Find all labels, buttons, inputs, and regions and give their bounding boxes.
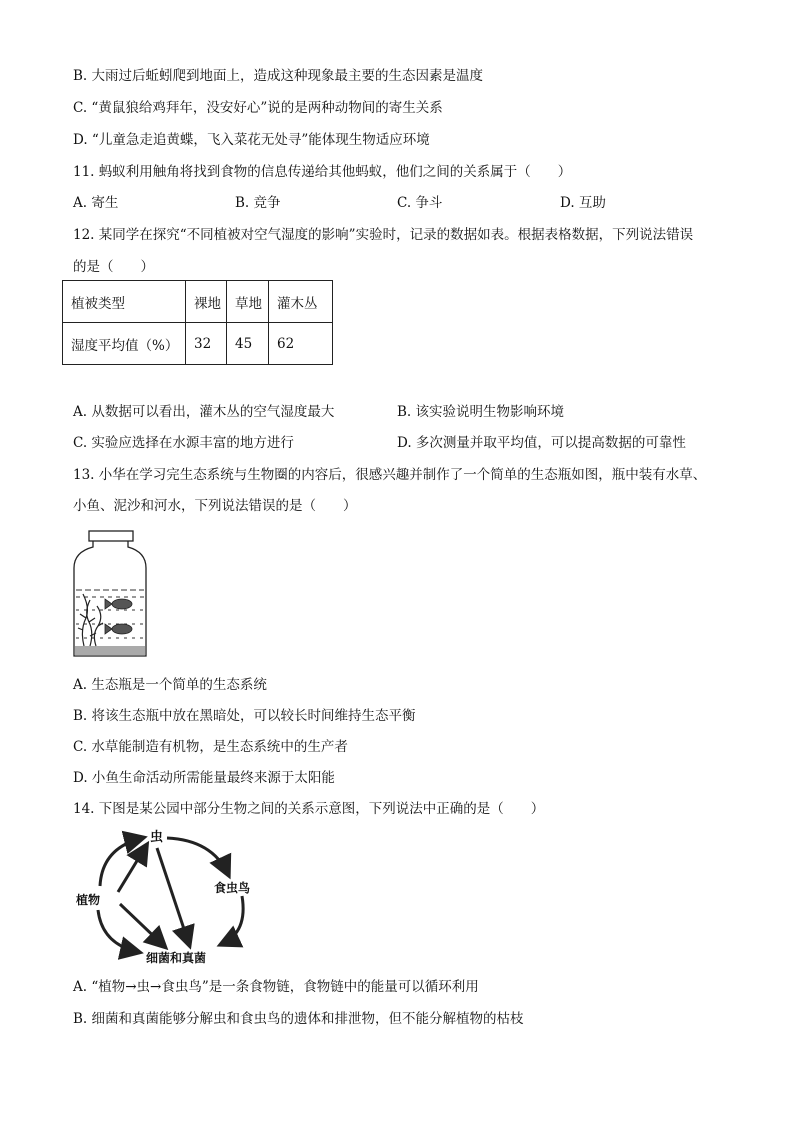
- table-row: [63, 323, 333, 365]
- table-header-cell: 灌木丛: [269, 281, 333, 323]
- table-cell: 62: [269, 323, 333, 365]
- diagram-plant-label: 植物: [76, 893, 101, 907]
- table-cell: 45: [227, 323, 269, 365]
- q13-option-d: D. 小鱼生命活动所需能量最终来源于太阳能: [73, 770, 335, 786]
- q13-option-a: A. 生态瓶是一个简单的生态系统: [73, 677, 267, 693]
- table-header-cell: 植被类型: [63, 281, 186, 323]
- ecosystem-bottle-figure: [70, 530, 150, 660]
- diagram-insect-label: 虫: [150, 830, 164, 845]
- diagram-decomposer-label: 细菌和真菌: [146, 951, 207, 965]
- q12-stem-line2: 的是（ ）: [73, 259, 154, 275]
- q13-option-b: B. 将该生态瓶中放在黑暗处，可以较长时间维持生态平衡: [73, 708, 416, 724]
- q11-option-d: D. 互助: [560, 195, 606, 211]
- q11-option-c: C. 争斗: [397, 195, 443, 211]
- diagram-bird-label: 食虫鸟: [214, 881, 251, 895]
- q12-option-a: A. 从数据可以看出，灌木丛的空气湿度最大: [73, 404, 335, 420]
- humidity-table: [62, 280, 333, 365]
- q10-option-d: D. “儿童急走追黄蝶，飞入菜花无处寻”能体现生物适应环境: [73, 132, 430, 148]
- table-row: [63, 281, 333, 323]
- table-header-cell: 裸地: [186, 281, 227, 323]
- table-row-label: 湿度平均值（%）: [63, 323, 186, 365]
- q11-option-b: B. 竞争: [235, 195, 281, 211]
- table-header-cell: 草地: [227, 281, 269, 323]
- table-cell: 32: [186, 323, 227, 365]
- q13-option-c: C. 水草能制造有机物，是生态系统中的生产者: [73, 739, 348, 755]
- q10-option-c: C. “黄鼠狼给鸡拜年，没安好心”说的是两种动物间的寄生关系: [73, 100, 443, 116]
- q12-option-d: D. 多次测量并取平均值，可以提高数据的可靠性: [397, 435, 686, 451]
- q11-stem: 11. 蚂蚁利用触角将找到食物的信息传递给其他蚂蚁，他们之间的关系属于（ ）: [73, 164, 572, 180]
- q12-option-c: C. 实验应选择在水源丰富的地方进行: [73, 435, 294, 451]
- q10-option-b: B. 大雨过后蚯蚓爬到地面上，造成这种现象最主要的生态因素是温度: [73, 68, 484, 84]
- q14-option-b: B. 细菌和真菌能够分解虫和食虫鸟的遗体和排泄物，但不能分解植物的枯枝: [73, 1011, 524, 1027]
- q14-stem: 14. 下图是某公园中部分生物之间的关系示意图，下列说法中正确的是（ ）: [73, 801, 545, 817]
- q14-option-a: A. “植物→虫→食虫鸟”是一条食物链，食物链中的能量可以循环利用: [73, 979, 479, 995]
- q12-stem-line1: 12. 某同学在探究“不同植被对空气湿度的影响”实验时，记录的数据如表。根据表格数据，下列说法错误: [73, 227, 694, 243]
- q13-stem-line2: 小鱼、泥沙和河水，下列说法错误的是（ ）: [73, 498, 357, 514]
- q12-option-b: B. 该实验说明生物影响环境: [397, 404, 565, 420]
- q13-stem-line1: 13. 小华在学习完生态系统与生物圈的内容后，很感兴趣并制作了一个简单的生态瓶如图，瓶中装有水草、: [73, 467, 707, 483]
- food-relationship-diagram: [72, 826, 262, 968]
- q11-option-a: A. 寄生: [73, 195, 119, 211]
